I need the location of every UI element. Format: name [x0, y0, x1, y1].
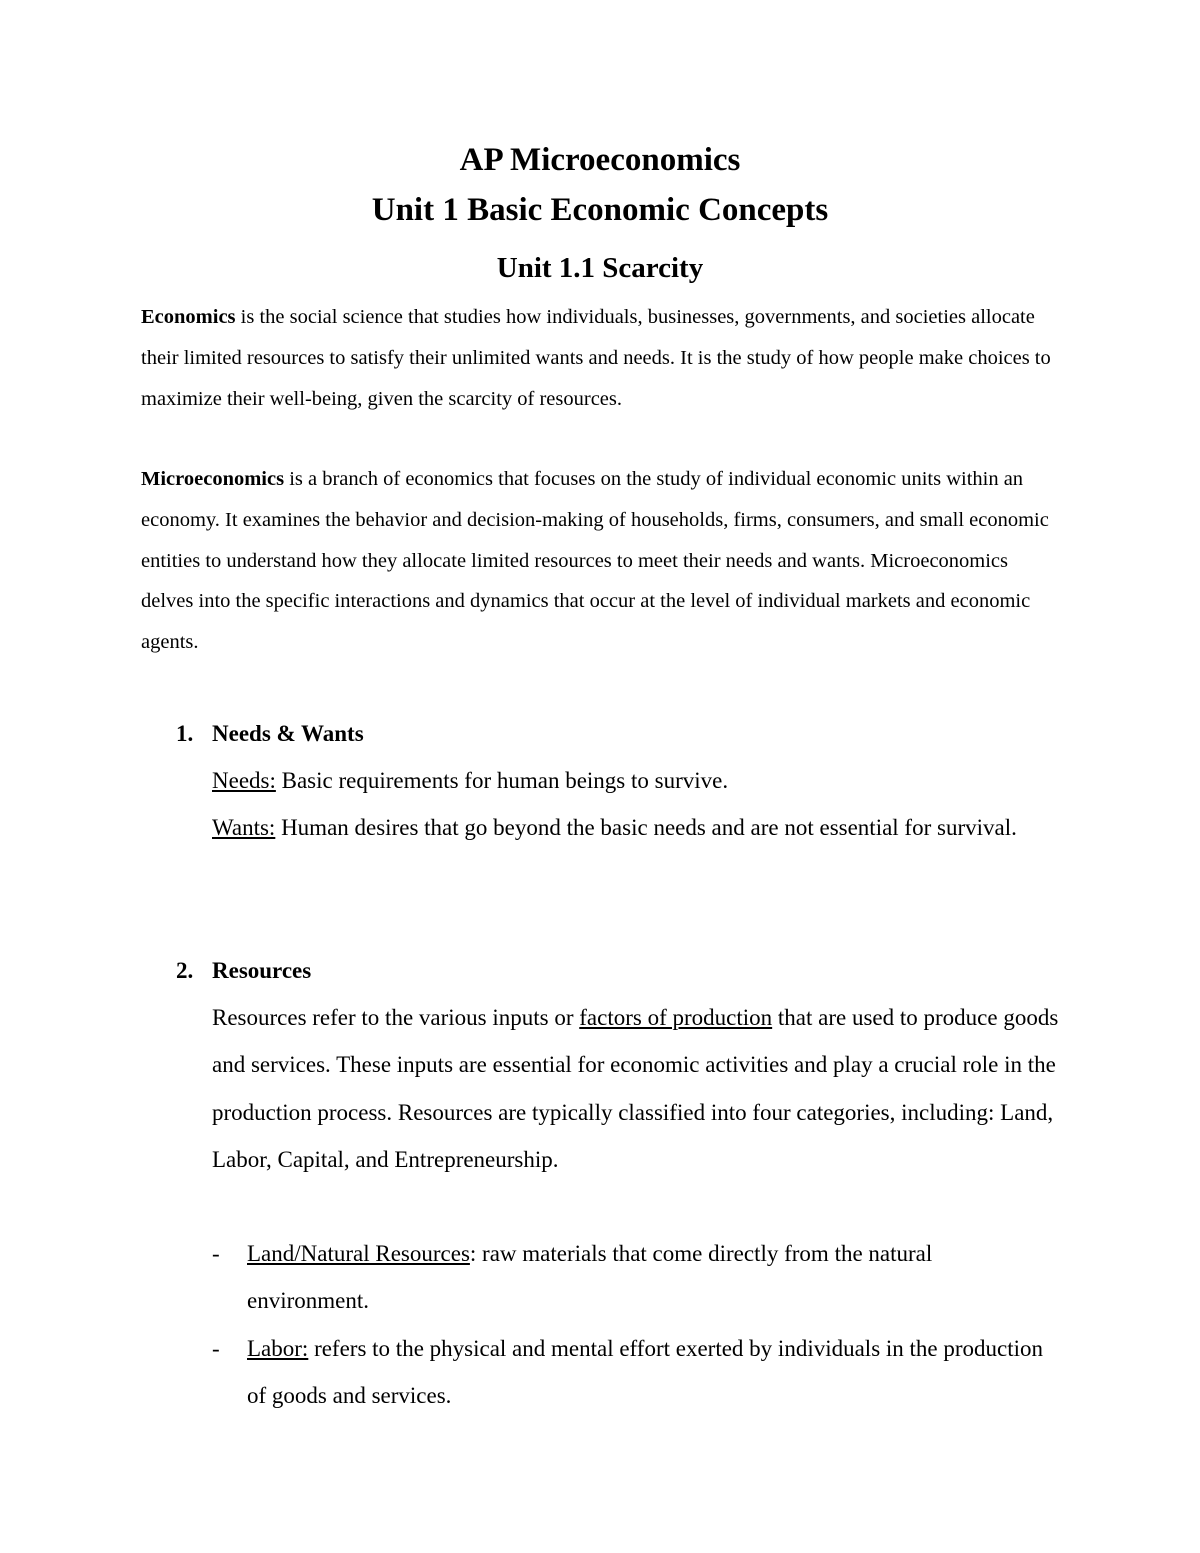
section-title: Unit 1.1 Scarcity	[496, 252, 704, 284]
wants-label: Wants:	[212, 815, 276, 840]
list-heading: Needs & Wants	[212, 721, 364, 746]
needs-label: Needs:	[212, 768, 276, 793]
list-number: 2.	[176, 958, 194, 983]
term-microeconomics: Microeconomics	[141, 468, 285, 490]
unit-title: Unit 1 Basic Economic Concepts	[371, 192, 829, 228]
microeconomics-definition	[141, 459, 1061, 663]
labor-text: refers to the physical and mental effort exerted by individuals in the production of goods and services.	[247, 1336, 1044, 1409]
wants-definition	[212, 804, 1052, 851]
land-text: : raw materials that come directly from the natural environment.	[247, 1241, 933, 1314]
needs-definition	[212, 757, 1072, 804]
wants-text: Human desires that go beyond the basic needs and are not essential for survival.	[275, 815, 1017, 840]
list-heading: Resources	[212, 958, 312, 983]
microeconomics-definition-text: is a branch of economics that focuses on the study of individual economic units within an economy. It examines the behavior and decision-making of households, firms, consumers, and small economic entities to understand how they allocate limited resources to meet their needs and wants. Microeconomics delves into the specific interactions and dynamics that occur at the level of individual markets and economic agents.	[141, 468, 1049, 654]
subitem-land-text	[247, 1230, 1047, 1325]
land-label: Land/Natural Resources	[247, 1241, 470, 1266]
labor-label: Labor:	[247, 1336, 309, 1361]
resources-definition	[212, 994, 1062, 1183]
needs-text: Basic requirements for human beings to survive.	[275, 768, 729, 793]
term-economics: Economics	[141, 306, 236, 328]
economics-definition	[141, 297, 1061, 419]
subitem-labor-text	[247, 1325, 1047, 1420]
factors-of-production-term: factors of production	[579, 1005, 773, 1030]
dash-bullet: -	[212, 1336, 220, 1361]
resources-text-before: Resources refer to the various inputs or	[212, 1005, 580, 1030]
economics-definition-text: is the social science that studies how individuals, businesses, governments, and societies allocate their limited resources to satisfy their unlimited wants and needs. It is the study of how people make choices to maximize their well-being, given the scarcity of resources.	[141, 306, 1051, 410]
list-number: 1.	[176, 721, 194, 746]
document-title: AP Microeconomics	[459, 142, 741, 178]
resources-text-after: that are used to produce goods and services. These inputs are essential for economic activities and play a crucial role in the production process. Resources are typically classified into four categories, including: Land, Labor, Capital, and Entrepreneurship.	[212, 1005, 1059, 1172]
dash-bullet: -	[212, 1241, 220, 1266]
